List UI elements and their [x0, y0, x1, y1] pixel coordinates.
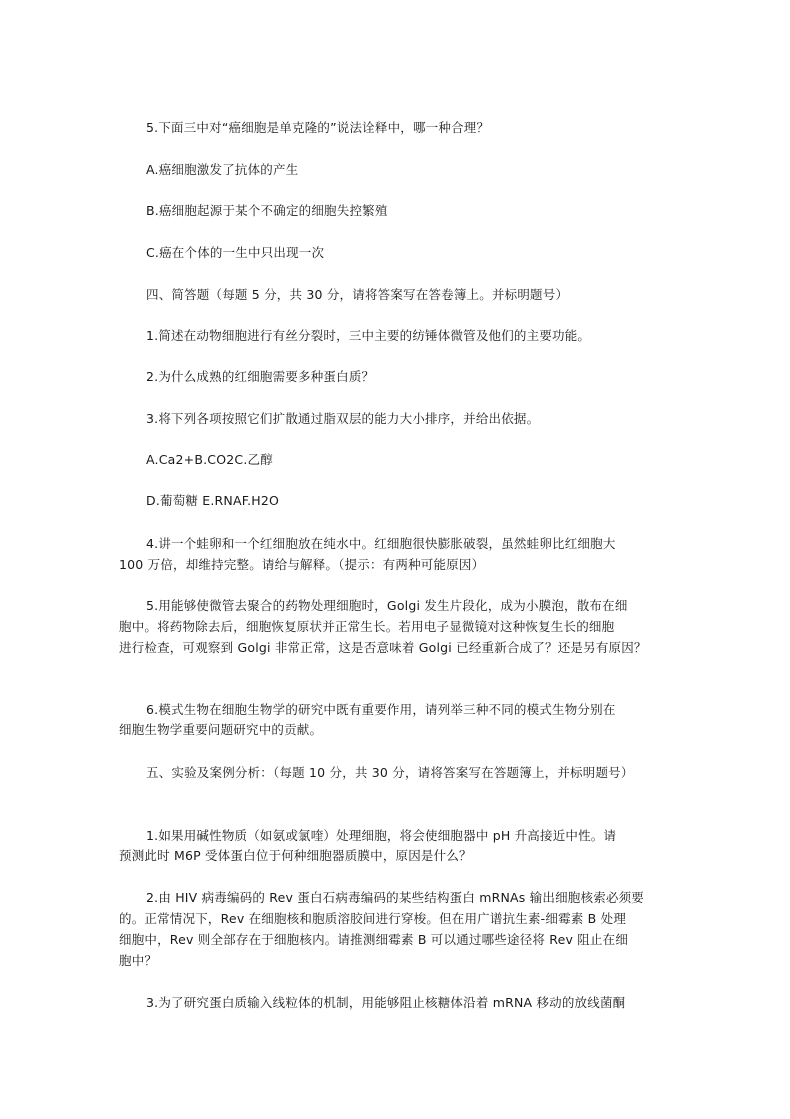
s4-question-6-line-1: 6.模式生物在细胞生物学的研究中既有重要作用，请列举三种不同的模式生物分别在 [146, 702, 616, 717]
s4-question-5-line-2: 胞中。将药物除去后，细胞恢复原状并正常生长。若用电子显微镜对这种恢复生长的细胞 [119, 619, 615, 634]
s4-question-3-options-1: A.Ca2+B.CO2C.乙醇 [146, 452, 273, 467]
s4-question-5-line-1: 5.用能够使微管去聚合的药物处理细胞时，Golgi 发生片段化，成为小膜泡，散布在细 [146, 598, 628, 613]
option-b: B.癌细胞起源于某个不确定的细胞失控繁殖 [146, 203, 388, 218]
s5-question-1-line-1: 1.如果用碱性物质（如氨或氯喹）处理细胞，将会使细胞器中 pH 升高接近中性。请 [146, 828, 617, 843]
s4-question-3-options-2: D.葡萄糖 E.RNAF.H2O [146, 493, 280, 508]
option-a: A.癌细胞激发了抗体的产生 [146, 162, 299, 177]
s5-question-3-line-1: 3.为了研究蛋白质输入线粒体的机制，用能够阻止核糖体沿着 mRNA 移动的放线菌酮 [146, 995, 626, 1010]
s4-question-3: 3.将下列各项按照它们扩散通过脂双层的能力大小排序，并给出依据。 [146, 411, 540, 426]
s4-question-5-line-3: 进行检查，可观察到 Golgi 非常正常，这是否意味着 Golgi 已经重新合成了？还是另有原因？ [119, 640, 647, 655]
section-5-heading: 五、实验及案例分析：（每题 10 分，共 30 分，请将答案写在答题簿上，并标明题号） [146, 765, 634, 780]
s5-question-2-line-4: 胞中？ [119, 953, 158, 968]
question-5-mc: 5.下面三中对“癌细胞是单克隆的”说法诠释中，哪一种合理？ [146, 120, 490, 135]
option-c: C.癌在个体的一生中只出现一次 [146, 245, 325, 260]
s4-question-4-line-1: 4.讲一个蛙卵和一个红细胞放在纯水中。红细胞很快膨胀破裂，虽然蛙卵比红细胞大 [146, 536, 616, 551]
section-4-heading: 四、简答题（每题 5 分，共 30 分，请将答案写在答卷簿上。并标明题号） [146, 287, 569, 302]
s5-question-1-line-2: 预测此时 M6P 受体蛋白位于何种细胞器质膜中，原因是什么？ [119, 848, 472, 863]
s5-question-2-line-2: 的。正常情况下，Rev 在细胞核和胞质溶胶间进行穿梭。但在用广谱抗生素-细霉素 B 处理 [119, 911, 627, 926]
s4-question-4-line-2: 100 万倍，却维持完整。请给与解释。（提示：有两种可能原因） [119, 557, 485, 572]
s5-question-2-line-1: 2.由 HIV 病毒编码的 Rev 蛋白石病毒编码的某些结构蛋白 mRNAs 输出细胞核索必须要 [146, 890, 644, 905]
s4-question-2: 2.为什么成熟的红细胞需要多种蛋白质？ [146, 369, 375, 384]
s5-question-2-line-3: 细胞中，Rev 则全部存在于细胞核内。请推测细霉素 B 可以通过哪些途径将 Rev 阻止在细 [119, 932, 629, 947]
s4-question-6-line-2: 细胞生物学重要问题研究中的贡献。 [119, 722, 323, 737]
s4-question-1: 1.简述在动物细胞进行有丝分裂时，三中主要的纺锤体微管及他们的主要功能。 [146, 328, 591, 343]
